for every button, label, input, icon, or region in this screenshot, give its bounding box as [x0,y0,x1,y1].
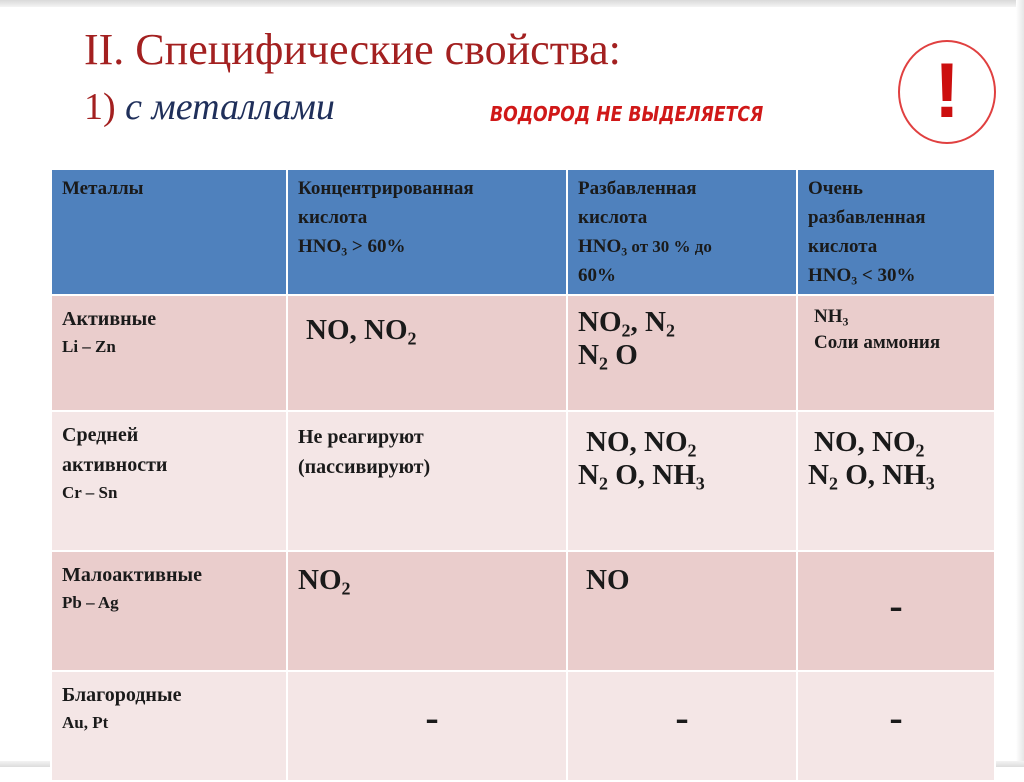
category-label: Малоактивные [62,564,202,586]
product-line: Не реагируют [298,426,424,448]
product-text: , N [630,306,666,338]
slide-top-border [0,0,1024,7]
header-conc-sub: 3 [341,245,348,259]
no-reaction-dash: - [889,695,903,740]
exclamation-mark: ! [934,46,960,134]
header-dil-line3 [578,232,786,261]
table-row-active [51,295,995,411]
product-text: NH [814,306,843,327]
category-label: активности [62,454,168,476]
product-text: NO, NO [586,426,688,458]
product-text: NO, NO [814,426,916,458]
product-line [578,339,786,372]
header-vdil-formula: HNO [808,265,852,286]
cell-concentrated [287,295,567,411]
cell-category [51,411,287,551]
product-line [298,564,556,597]
cell-very-dilute [797,411,995,551]
header-dil-formula: HNO [578,236,622,257]
subtitle-number: 1) [84,86,126,128]
metal-range: Cr – Sn [62,483,118,502]
product-line [306,314,556,347]
cell-very-dilute [797,295,995,411]
cell-concentrated [287,411,567,551]
cell-category [51,671,287,781]
table-header-row [51,169,995,295]
category-label: Благородные [62,684,182,706]
product-line [578,426,786,459]
slide-subtitle [84,84,335,130]
product-line: Соли аммония [814,332,941,353]
cell-dilute [567,671,797,781]
header-metals [51,169,287,295]
product-text: NO [578,306,622,338]
product-text: N [808,459,829,491]
cell-very-dilute [797,551,995,671]
header-dil-line2: кислота [578,207,648,228]
header-concentrated [287,169,567,295]
product-text: O, NH [837,459,926,491]
no-reaction-dash: - [889,583,903,628]
exclamation-icon [898,40,996,144]
product-sub: 2 [665,320,675,341]
subtitle-topic: с металлами [125,86,335,128]
product-line [814,304,984,330]
product-sub: 2 [915,440,925,461]
cell-very-dilute [797,671,995,781]
reactions-table [50,168,996,782]
header-vdil-percent: < 30% [857,265,916,286]
header-conc-percent: > 60% [347,236,406,257]
product-text: N [578,339,599,371]
cell-category [51,551,287,671]
product-sub: 2 [687,440,697,461]
hydrogen-warning: ВОДОРОД НЕ ВЫДЕЛЯЕТСЯ [490,102,764,126]
metal-range: Pb – Ag [62,593,119,612]
header-dilute [567,169,797,295]
table-row-noble [51,671,995,781]
product-line [808,426,984,459]
cell-concentrated [287,551,567,671]
cell-dilute [567,295,797,411]
product-sub: 2 [598,473,608,494]
header-conc-line1: Концентрированная [298,178,474,199]
header-conc-line3 [298,232,556,261]
header-conc-formula: HNO [298,236,342,257]
metal-range: Au, Pt [62,713,109,732]
product-sub: 2 [598,353,608,374]
table-row-low-activity [51,551,995,671]
header-conc-line2: кислота [298,207,368,228]
header-vdil-line3: кислота [808,236,878,257]
header-dil-sub: 3 [621,245,628,259]
header-vdil-line2: разбавленная [808,207,926,228]
product-text: N [578,459,599,491]
product-text: O, NH [607,459,696,491]
product-line: (пассивируют) [298,456,431,478]
cell-dilute [567,411,797,551]
product-line [578,459,786,492]
no-reaction-dash: - [675,695,689,740]
cell-concentrated [287,671,567,781]
header-vdil-sub: 3 [851,274,858,288]
cell-dilute [567,551,797,671]
product-sub: 3 [695,473,705,494]
product-sub: 2 [407,328,417,349]
product-line [578,306,786,339]
product-sub: 3 [842,315,849,329]
product-line: NO [586,564,630,596]
metal-range: Li – Zn [62,337,116,356]
product-sub: 2 [341,578,351,599]
header-very-dilute [797,169,995,295]
cell-category [51,295,287,411]
header-dil-line4: 60% [578,265,616,286]
category-label: Активные [62,308,157,330]
product-text: NO, NO [306,314,408,346]
product-text: NO [298,564,342,596]
header-vdil-line4 [808,261,984,290]
header-dil-line1: Разбавленная [578,178,697,199]
category-label: Средней [62,424,139,446]
slide-title: II. Специфические свойства: [84,25,621,74]
header-dil-range: от 30 % до [627,237,712,256]
product-line [808,459,984,492]
product-sub: 3 [925,473,935,494]
product-text: O [607,339,638,371]
slide-right-shadow [1016,0,1024,767]
header-metals-label: Металлы [62,178,144,199]
product-sub: 2 [828,473,838,494]
product-sub: 2 [621,320,631,341]
header-vdil-line1: Очень [808,178,863,199]
no-reaction-dash: - [425,695,439,740]
table-row-medium [51,411,995,551]
